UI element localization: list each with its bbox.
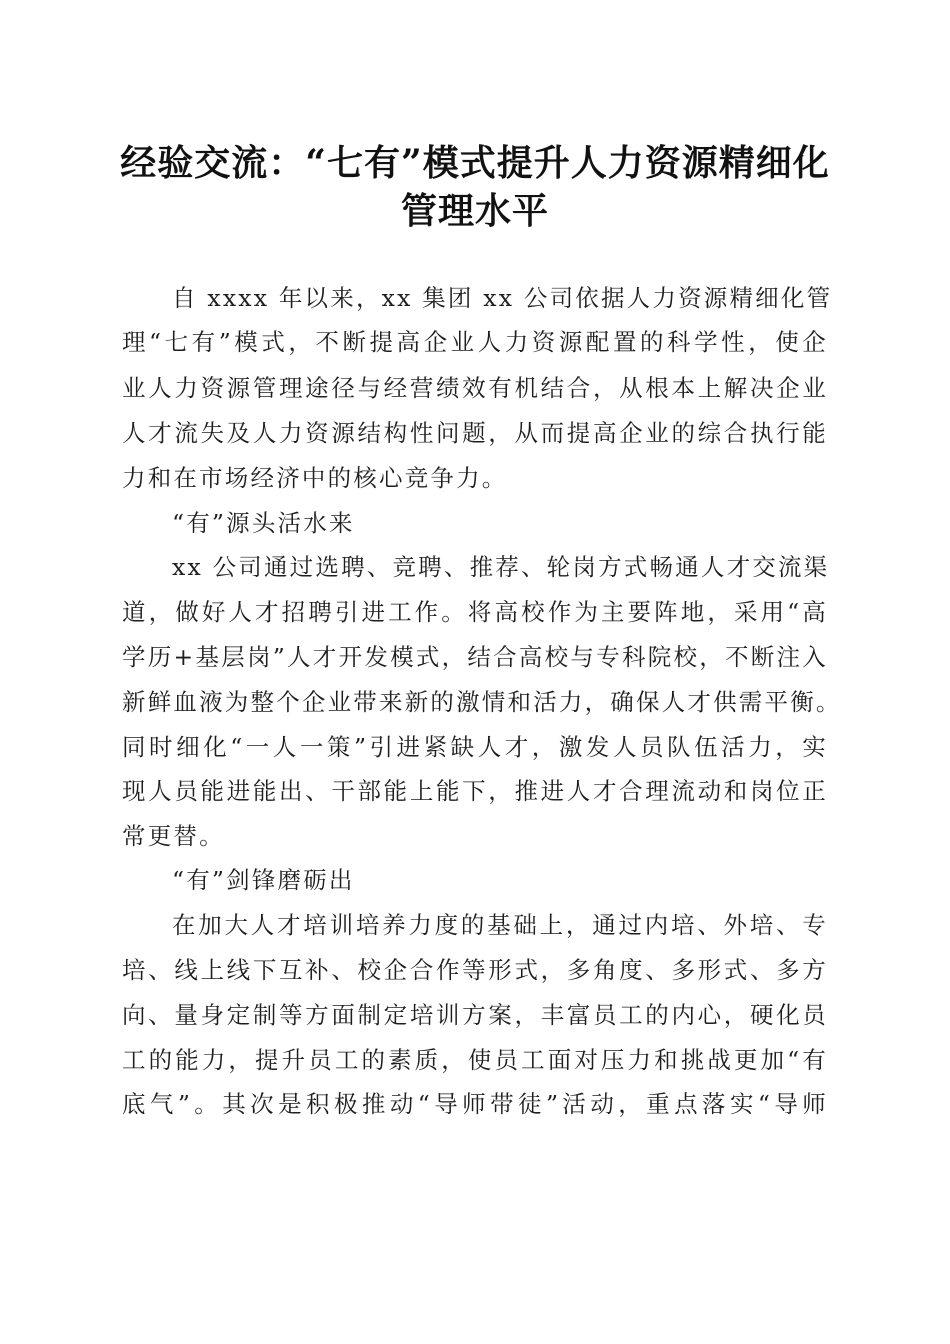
paragraph-2-line-4: 新鲜血液为整个企业带来新的激情和活力，确保人才供需平衡。 bbox=[122, 688, 842, 716]
paragraph-3-line-1: 在加大人才培训培养力度的基础上，通过内培、外培、专 bbox=[172, 911, 828, 939]
paragraph-1-line-4: 人才流失及人力资源结构性问题，从而提高企业的综合执行能 bbox=[122, 419, 828, 447]
paragraph-2-line-3: 学历+基层岗”人才开发模式，结合高校与专科院校，不断注入 bbox=[122, 643, 828, 671]
paragraph-1-line-5: 力和在市场经济中的核心竞争力。 bbox=[122, 464, 508, 492]
paragraph-2-line-6: 现人员能进能出、干部能上能下，推进人才合理流动和岗位正 bbox=[122, 777, 828, 805]
paragraph-3-line-2: 培、线上线下互补、校企合作等形式，多角度、多形式、多方 bbox=[122, 956, 828, 984]
document-title-line-1: 经验交流：“七有”模式提升人力资源精细化 bbox=[120, 142, 830, 184]
document-title-line-2: 管理水平 bbox=[400, 190, 549, 232]
paragraph-2-line-7: 常更替。 bbox=[122, 822, 225, 850]
paragraph-3-line-5: 底气”。其次是积极推动“导师带徒”活动，重点落实“导师 bbox=[122, 1090, 828, 1118]
paragraph-2-line-2: 道，做好人才招聘引进工作。将高校作为主要阵地，采用“高 bbox=[122, 598, 828, 626]
paragraph-1-line-3: 业人力资源管理途径与经营绩效有机结合，从根本上解决企业 bbox=[122, 374, 828, 402]
paragraph-3-line-4: 工的能力，提升员工的素质，使员工面对压力和挑战更加“有 bbox=[122, 1046, 828, 1074]
paragraph-3-line-3: 向、量身定制等方面制定培训方案，丰富员工的内心，硬化员 bbox=[122, 1001, 828, 1029]
paragraph-2-line-5: 同时细化“一人一策”引进紧缺人才，激发人员队伍活力，实 bbox=[122, 733, 828, 761]
section-heading-2: “有”剑锋磨砺出 bbox=[172, 866, 355, 894]
paragraph-2-line-1: xx 公司通过选聘、竞聘、推荐、轮岗方式畅通人才交流渠 bbox=[172, 553, 830, 581]
section-heading-1: “有”源头活水来 bbox=[172, 509, 355, 537]
paragraph-1-line-2: 理“七有”模式，不断提高企业人力资源配置的科学性，使企 bbox=[122, 328, 828, 356]
paragraph-1-line-1: 自 xxxx 年以来，xx 集团 xx 公司依据人力资源精细化管 bbox=[172, 284, 833, 312]
